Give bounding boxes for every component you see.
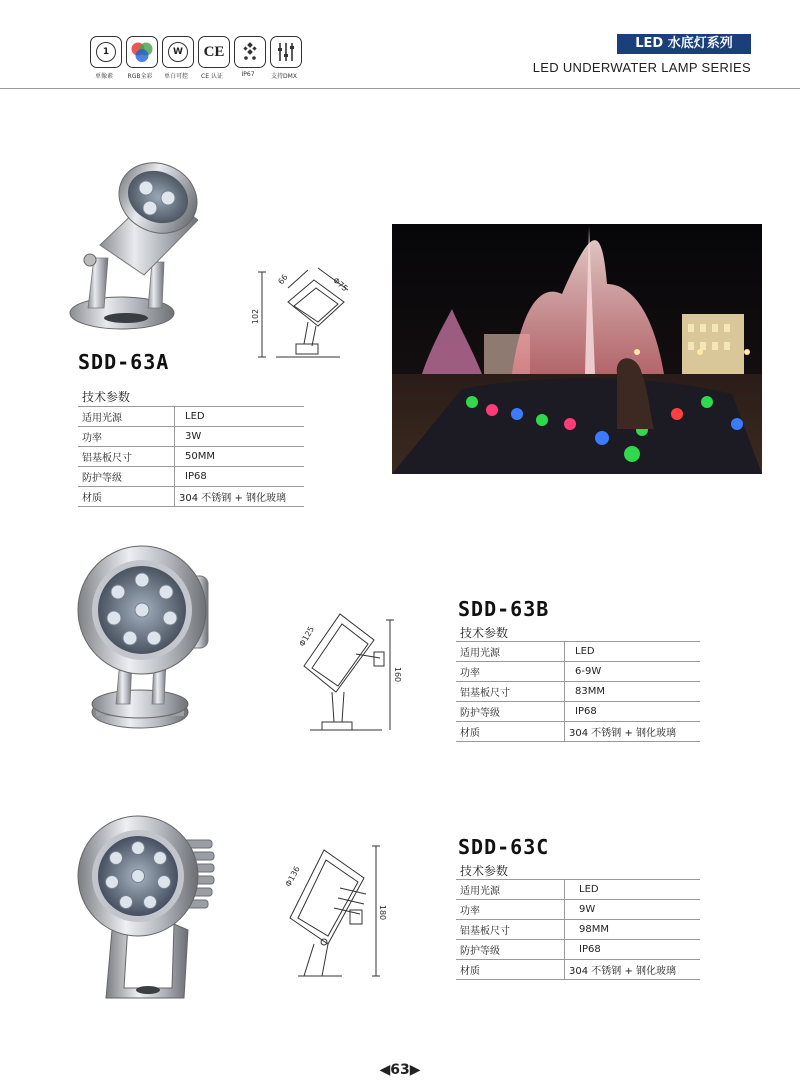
table-row xyxy=(78,427,304,447)
spec-key: 功率 xyxy=(456,662,565,682)
single-pixel-icon: 1 xyxy=(90,36,122,68)
spec-table xyxy=(78,406,304,507)
spec-value: LED xyxy=(565,880,701,900)
spec-value: LED xyxy=(565,642,701,662)
spec-value: IP68 xyxy=(175,467,305,487)
rgb-color-icon xyxy=(126,36,158,68)
icon-label: RGB全彩 xyxy=(127,73,153,80)
feature-icon-row xyxy=(90,36,302,68)
spec-value: 50MM xyxy=(175,447,305,467)
table-row xyxy=(456,642,700,662)
spec-caption: 技术参数 xyxy=(460,626,509,640)
spec-table xyxy=(456,879,700,980)
dimension-label: 160 xyxy=(393,666,403,683)
spec-key: 材质 xyxy=(456,722,565,742)
table-row xyxy=(456,940,700,960)
series-title-cn: LED 水底灯系列 xyxy=(617,34,751,54)
page-right-arrow-icon: ▶ xyxy=(409,1062,421,1078)
table-row xyxy=(456,662,700,682)
dimension-label: Φ136 xyxy=(283,864,302,889)
series-title-en: LED UNDERWATER LAMP SERIES xyxy=(532,60,751,75)
ip67-icon xyxy=(234,36,266,68)
spec-key: 铝基板尺寸 xyxy=(456,920,565,940)
spec-key: 适用光源 xyxy=(456,642,565,662)
dimension-label: 66 xyxy=(276,272,290,287)
table-row xyxy=(78,487,304,507)
product-photo-sdd-63c xyxy=(76,800,216,1006)
spec-value: 9W xyxy=(565,900,701,920)
table-row xyxy=(456,702,700,722)
model-title: SDD-63C xyxy=(458,835,550,859)
table-row xyxy=(456,880,700,900)
spec-value: IP68 xyxy=(565,702,701,722)
spec-key: 材质 xyxy=(456,960,565,980)
dimension-drawing-sdd-63c xyxy=(280,838,388,983)
icon-label: 单像素 xyxy=(94,73,113,80)
table-row xyxy=(78,407,304,427)
spec-value: LED xyxy=(175,407,305,427)
spec-key: 铝基板尺寸 xyxy=(456,682,565,702)
product-photo-sdd-63b xyxy=(74,532,212,738)
page-left-arrow-icon: ◀ xyxy=(379,1062,391,1078)
table-row xyxy=(456,682,700,702)
spec-key: 适用光源 xyxy=(456,880,565,900)
spec-key: 防护等级 xyxy=(78,467,175,487)
spec-key: 材质 xyxy=(78,487,175,507)
spec-caption: 技术参数 xyxy=(82,390,131,404)
spec-value: 304 不锈钢 + 钢化玻璃 xyxy=(175,487,305,507)
icon-label: 支持DMX xyxy=(271,73,297,80)
icon-label: 单白可控 xyxy=(163,73,188,80)
spec-key: 适用光源 xyxy=(78,407,175,427)
single-white-icon: W xyxy=(162,36,194,68)
spec-value: IP68 xyxy=(565,940,701,960)
table-row xyxy=(78,447,304,467)
spec-value: 304 不锈钢 + 钢化玻璃 xyxy=(565,722,701,742)
header-divider xyxy=(0,88,800,89)
fountain-night-photo xyxy=(392,224,762,474)
table-row xyxy=(456,722,700,742)
spec-value: 6-9W xyxy=(565,662,701,682)
dimension-label: 180 xyxy=(378,904,388,921)
spec-value: 83MM xyxy=(565,682,701,702)
dmx-icon xyxy=(270,36,302,68)
spec-value: 304 不锈钢 + 钢化玻璃 xyxy=(565,960,701,980)
dimension-label: 102 xyxy=(251,308,261,325)
page-number-value: 63 xyxy=(390,1062,410,1078)
spec-key: 防护等级 xyxy=(456,702,565,722)
spec-key: 功率 xyxy=(456,900,565,920)
model-title: SDD-63A xyxy=(78,350,170,374)
spec-table xyxy=(456,641,700,742)
spec-value: 98MM xyxy=(565,920,701,940)
spec-key: 功率 xyxy=(78,427,175,447)
product-photo-sdd-63a xyxy=(66,150,198,340)
spec-key: 防护等级 xyxy=(456,940,565,960)
page-number xyxy=(379,1062,421,1078)
dimension-drawing-sdd-63a xyxy=(248,262,363,362)
table-row xyxy=(78,467,304,487)
dimension-label: Φ125 xyxy=(297,624,317,649)
spec-value: 3W xyxy=(175,427,305,447)
spec-caption: 技术参数 xyxy=(460,864,509,878)
table-row xyxy=(456,900,700,920)
table-row xyxy=(456,960,700,980)
dimension-drawing-sdd-63b xyxy=(296,606,396,734)
model-title: SDD-63B xyxy=(458,597,550,621)
spec-key: 铝基板尺寸 xyxy=(78,447,175,467)
dimension-label: Φ75 xyxy=(331,275,350,294)
table-row xyxy=(456,920,700,940)
icon-label: CE 认证 xyxy=(201,73,223,80)
feature-icon-labels xyxy=(88,71,300,80)
ce-mark-icon: CE xyxy=(198,36,230,68)
icon-label: IP67 xyxy=(241,71,255,78)
